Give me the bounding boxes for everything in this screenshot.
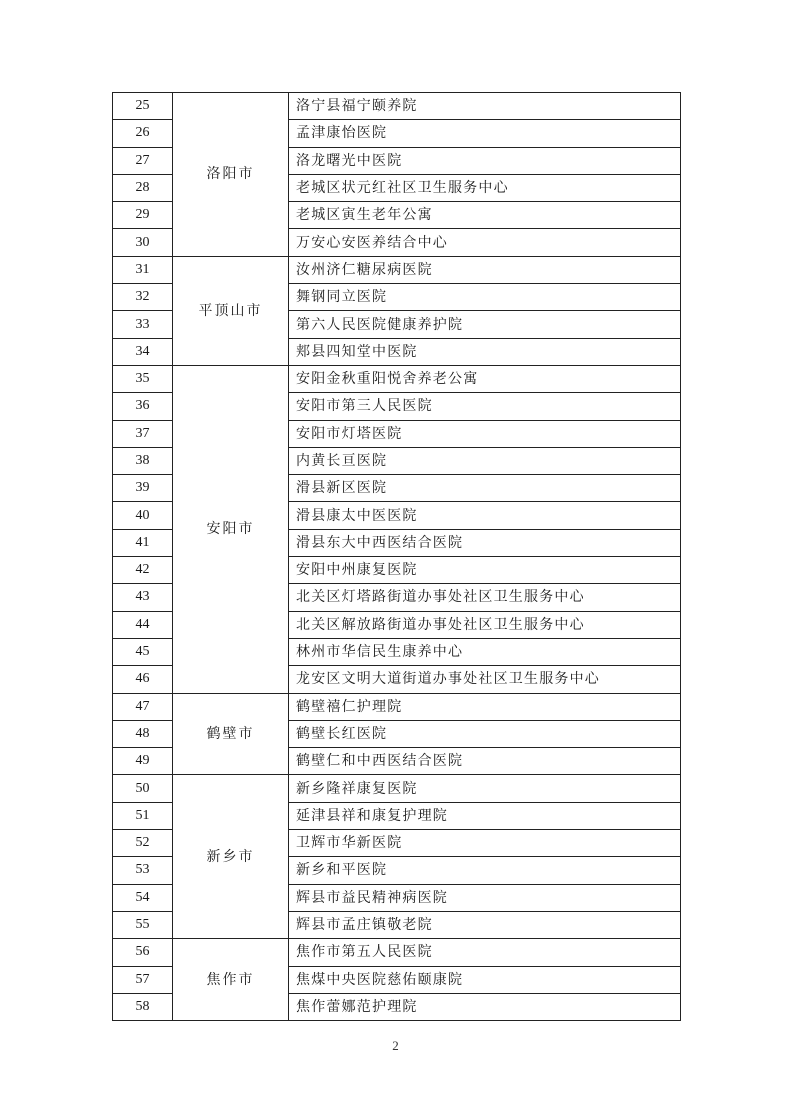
page-number: 2 xyxy=(392,1038,399,1053)
row-number-cell: 42 xyxy=(113,557,173,584)
row-number-cell: 32 xyxy=(113,284,173,311)
table-row xyxy=(113,93,681,120)
row-number-cell: 52 xyxy=(113,830,173,857)
row-number-cell: 46 xyxy=(113,666,173,693)
institution-name-cell: 北关区解放路街道办事处社区卫生服务中心 xyxy=(289,611,681,638)
row-number-cell: 33 xyxy=(113,311,173,338)
city-cell: 平顶山市 xyxy=(173,256,289,365)
institution-name-cell: 新乡隆祥康复医院 xyxy=(289,775,681,802)
institution-name-cell: 内黄长亘医院 xyxy=(289,447,681,474)
row-number-cell: 51 xyxy=(113,802,173,829)
city-cell: 焦作市 xyxy=(173,939,289,1021)
institution-name-cell: 龙安区文明大道街道办事处社区卫生服务中心 xyxy=(289,666,681,693)
institution-name-cell: 郏县四知堂中医院 xyxy=(289,338,681,365)
row-number-cell: 30 xyxy=(113,229,173,256)
row-number-cell: 34 xyxy=(113,338,173,365)
row-number-cell: 31 xyxy=(113,256,173,283)
row-number-cell: 54 xyxy=(113,884,173,911)
row-number-cell: 58 xyxy=(113,993,173,1020)
row-number-cell: 39 xyxy=(113,475,173,502)
row-number-cell: 29 xyxy=(113,202,173,229)
row-number-cell: 40 xyxy=(113,502,173,529)
institution-name-cell: 安阳金秋重阳悦舍养老公寓 xyxy=(289,365,681,392)
institution-name-cell: 滑县东大中西医结合医院 xyxy=(289,529,681,556)
table-row xyxy=(113,939,681,966)
row-number-cell: 28 xyxy=(113,174,173,201)
row-number-cell: 25 xyxy=(113,93,173,120)
row-number-cell: 37 xyxy=(113,420,173,447)
row-number-cell: 43 xyxy=(113,584,173,611)
institution-name-cell: 老城区寅生老年公寓 xyxy=(289,202,681,229)
city-cell: 安阳市 xyxy=(173,365,289,693)
institution-name-cell: 第六人民医院健康养护院 xyxy=(289,311,681,338)
institution-name-cell: 孟津康怡医院 xyxy=(289,120,681,147)
row-number-cell: 44 xyxy=(113,611,173,638)
institution-name-cell: 卫辉市华新医院 xyxy=(289,830,681,857)
institution-name-cell: 焦作蕾娜范护理院 xyxy=(289,993,681,1020)
institution-name-cell: 辉县市益民精神病医院 xyxy=(289,884,681,911)
row-number-cell: 26 xyxy=(113,120,173,147)
row-number-cell: 45 xyxy=(113,638,173,665)
row-number-cell: 48 xyxy=(113,720,173,747)
institution-name-cell: 万安心安医养结合中心 xyxy=(289,229,681,256)
institution-name-cell: 北关区灯塔路街道办事处社区卫生服务中心 xyxy=(289,584,681,611)
row-number-cell: 38 xyxy=(113,447,173,474)
city-cell: 鹤壁市 xyxy=(173,693,289,775)
institution-name-cell: 延津县祥和康复护理院 xyxy=(289,802,681,829)
table-body xyxy=(113,93,681,1021)
table-row xyxy=(113,693,681,720)
institution-name-cell: 安阳市第三人民医院 xyxy=(289,393,681,420)
institution-table xyxy=(112,92,681,1021)
institution-name-cell: 新乡和平医院 xyxy=(289,857,681,884)
row-number-cell: 50 xyxy=(113,775,173,802)
row-number-cell: 56 xyxy=(113,939,173,966)
institution-name-cell: 洛龙曙光中医院 xyxy=(289,147,681,174)
institution-name-cell: 焦煤中央医院慈佑颐康院 xyxy=(289,966,681,993)
institution-name-cell: 舞钢同立医院 xyxy=(289,284,681,311)
row-number-cell: 47 xyxy=(113,693,173,720)
table-row xyxy=(113,256,681,283)
row-number-cell: 27 xyxy=(113,147,173,174)
institution-name-cell: 老城区状元红社区卫生服务中心 xyxy=(289,174,681,201)
row-number-cell: 55 xyxy=(113,911,173,938)
institution-name-cell: 林州市华信民生康养中心 xyxy=(289,638,681,665)
institution-name-cell: 汝州济仁糖尿病医院 xyxy=(289,256,681,283)
row-number-cell: 49 xyxy=(113,748,173,775)
institution-name-cell: 鹤壁禧仁护理院 xyxy=(289,693,681,720)
institution-name-cell: 辉县市孟庄镇敬老院 xyxy=(289,911,681,938)
table-row xyxy=(113,365,681,392)
row-number-cell: 35 xyxy=(113,365,173,392)
city-cell: 新乡市 xyxy=(173,775,289,939)
institution-name-cell: 鹤壁仁和中西医结合医院 xyxy=(289,748,681,775)
institution-name-cell: 鹤壁长红医院 xyxy=(289,720,681,747)
row-number-cell: 57 xyxy=(113,966,173,993)
institution-name-cell: 洛宁县福宁颐养院 xyxy=(289,93,681,120)
institution-name-cell: 滑县康太中医医院 xyxy=(289,502,681,529)
institution-name-cell: 安阳市灯塔医院 xyxy=(289,420,681,447)
table-row xyxy=(113,775,681,802)
institution-name-cell: 滑县新区医院 xyxy=(289,475,681,502)
row-number-cell: 41 xyxy=(113,529,173,556)
city-cell: 洛阳市 xyxy=(173,93,289,257)
institution-name-cell: 焦作市第五人民医院 xyxy=(289,939,681,966)
row-number-cell: 53 xyxy=(113,857,173,884)
row-number-cell: 36 xyxy=(113,393,173,420)
institution-name-cell: 安阳中州康复医院 xyxy=(289,557,681,584)
